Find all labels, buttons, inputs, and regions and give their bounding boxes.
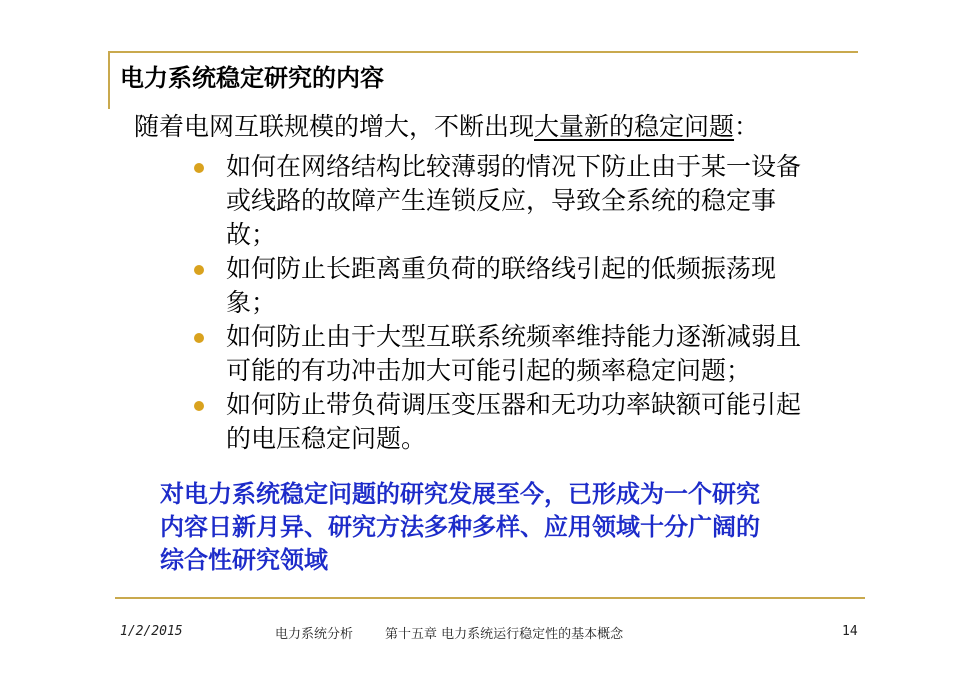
list-item	[190, 150, 870, 252]
bullet-line: 可能的有功冲击加大可能引起的频率稳定问题；	[226, 356, 752, 385]
bullet-line: 象；	[226, 288, 277, 317]
bullet-dot-icon	[194, 163, 204, 173]
conclusion-line: 内容日新月异、研究方法多种多样、应用领域十分广阔的	[160, 513, 760, 541]
conclusion-line: 对电力系统稳定问题的研究发展至今，已形成为一个研究	[160, 480, 760, 508]
title-left-divider	[108, 51, 110, 109]
bullet-line: 或线路的故障产生连锁反应，导致全系统的稳定事	[226, 186, 777, 215]
bullet-line: 如何在网络结构比较薄弱的情况下防止由于某一设备	[226, 152, 802, 181]
intro-underlined: 大量新的稳定问题	[534, 112, 735, 141]
bullet-list	[190, 150, 870, 456]
intro-text	[134, 110, 759, 144]
intro-prefix: 随着电网互联规模的增大，不断出现	[134, 112, 535, 141]
footer-chapter: 第十五章 电力系统运行稳定性的基本概念	[385, 627, 624, 642]
footer-course: 电力系统分析	[275, 627, 354, 642]
list-item	[190, 320, 870, 388]
bullet-dot-icon	[194, 333, 204, 343]
footer-date: 1/2/2015	[120, 624, 183, 639]
bullet-line: 故；	[226, 220, 277, 249]
bullet-line: 如何防止由于大型互联系统频率维持能力逐渐减弱且	[226, 322, 802, 351]
list-item	[190, 252, 870, 320]
conclusion-line: 综合性研究领域	[160, 546, 328, 574]
bullet-line: 如何防止长距离重负荷的联络线引起的低频振荡现	[226, 254, 777, 283]
bottom-divider	[115, 597, 865, 599]
bullet-line: 的电压稳定问题。	[226, 424, 427, 453]
page-number: 14	[842, 624, 858, 639]
list-item	[190, 388, 870, 456]
conclusion-text	[160, 478, 880, 577]
intro-suffix: ：	[734, 112, 760, 141]
bullet-dot-icon	[194, 401, 204, 411]
bullet-line: 如何防止带负荷调压变压器和无功功率缺额可能引起	[226, 390, 802, 419]
bullet-dot-icon	[194, 265, 204, 275]
slide-title: 电力系统稳定研究的内容	[120, 64, 384, 92]
top-divider	[108, 51, 858, 53]
